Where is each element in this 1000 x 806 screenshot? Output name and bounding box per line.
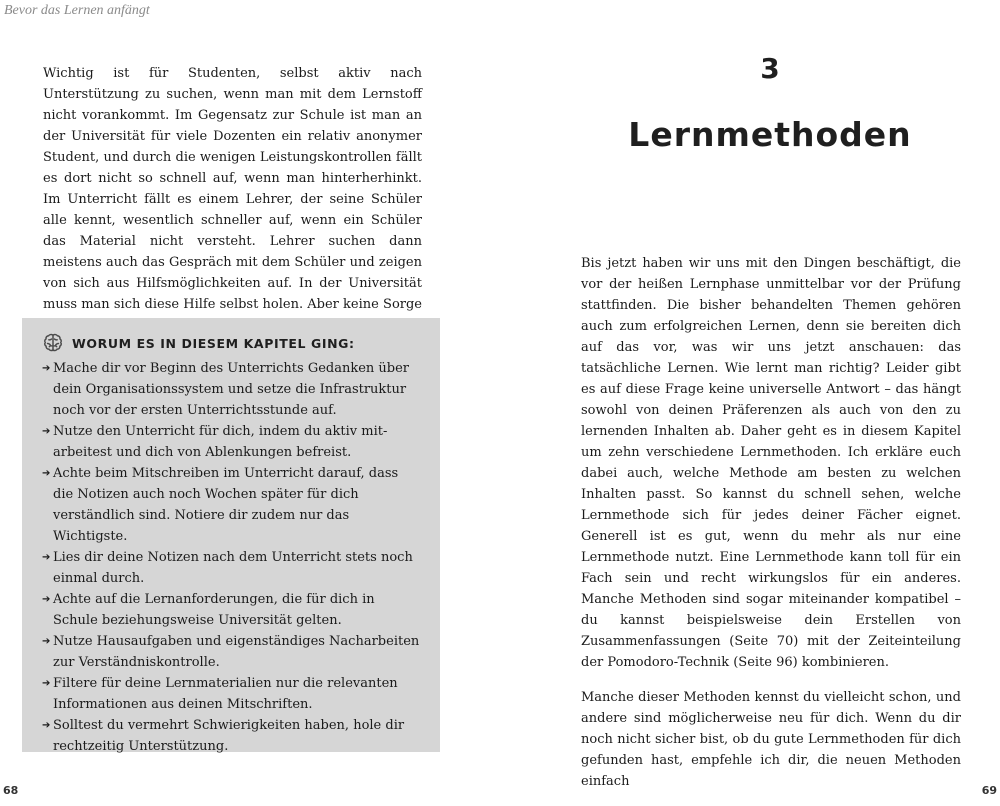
summary-item: ➔ Achte beim Mitschreiben im Unterricht darauf, dass die Notizen auch noch Wochen später für dich verständlich sind. Notiere dir zudem nur das Wichtigste.	[42, 463, 422, 547]
arrow-icon: ➔	[42, 594, 51, 605]
summary-item: ➔ Achte auf die Lernanforderungen, die für dich in Schule beziehungsweise Universität gelten.	[42, 589, 422, 631]
summary-item: ➔ Nutze Hausaufgaben und eigenständiges Nacharbeiten zur Verständniskontrolle.	[42, 631, 422, 673]
body-paragraph: Bis jetzt haben wir uns mit den Dingen beschäftigt, die vor der heißen Lernphase unmittelbar vor der Prüfung stattfinden. Die bisher behandelten Themen gehören auch zum erfolgreichen Lernen, denn sie bereiten dich auf das vor, was wir uns jetzt anschauen: das tatsächliche Lernen. Wie lernt man richtig? Leider gibt es auf diese Frage keine universelle Antwort – das hängt sowohl von deinen Präferenzen als auch von den zu lernenden Inhalten ab. Daher geht es in diesem Kapitel um zehn verschiedene Lernmethoden. Ich erkläre euch dabei auch, welche Methode am besten zu welchen Inhalten passt. So kannst du schnell sehen, welche Lernmethode sich für jedes deiner Fächer eignet. Generell ist es gut, wenn du mehr als nur eine Lernmethode nutzt. Eine Lernmethode kann toll für ein Fach sein und recht wirkungslos für ein anderes. Manche Methoden sind sogar miteinander kompatibel – du kannst beispielsweise dein Erstellen von Zusammenfassungen (Seite 70) mit der Zeiteinteilung der Pomodoro-Technik (Seite 96) kombinieren.	[581, 256, 961, 670]
arrow-icon: ➔	[42, 636, 51, 647]
summary-item: ➔ Mache dir vor Beginn des Unterrichts Gedanken über dein Organisationssystem und setze die Infrastruktur noch vor der ersten Unterrichtsstunde auf.	[42, 358, 422, 421]
right-body	[581, 253, 961, 806]
body-paragraph: Manche dieser Methoden kennst du vielleicht schon, und andere sind möglicherweise neu für dich. Wenn du dir noch nicht sicher bist, ob du gute Lernmethoden für dich gefunden hast, empfehle ich dir, die neuen Methoden einfach	[581, 690, 961, 789]
summary-item: ➔ Nutze den Unterricht für dich, indem du aktiv mitarbeitest und dich von Ablenkungen befreist.	[42, 421, 422, 463]
arrow-icon: ➔	[42, 720, 51, 731]
page-number-right: 69	[981, 784, 997, 797]
chapter-title: Lernmethoden	[628, 115, 912, 154]
arrow-icon: ➔	[42, 363, 51, 374]
arrow-icon: ➔	[42, 678, 51, 689]
brain-icon	[42, 332, 64, 354]
arrow-icon: ➔	[42, 552, 51, 563]
left-body-paragraph: Wichtig ist für Studenten, selbst aktiv nach Unterstützung zu suchen, wenn man mit dem Lernstoff nicht vorankommt. Im Gegensatz zur Schule ist man an der Universität für viele Dozenten ein relativ anonymer Student, und durch die wenigen Leistungskontrollen fällt es dort nicht so schnell auf, wenn man hinterherhinkt. Im Unterricht fällt es einem Lehrer, der seine Schüler alle kennt, wesentlich schneller auf, wenn ein Schüler das Material nicht versteht. Lehrer suchen dann meistens auch das Gespräch mit dem Schüler und zeigen von sich aus Hilfsmöglichkeiten auf. In der Universität muss man sich diese Hilfe selbst holen. Aber keine Sorge	[43, 66, 422, 312]
chapter-number: 3	[760, 52, 780, 85]
summary-item: ➔ Solltest du vermehrt Schwierigkeiten haben, hole dir rechtzeitig Unterstützung.	[42, 715, 422, 757]
summary-item: ➔ Filtere für deine Lernmaterialien nur die relevanten Informationen aus deinen Mitschriften.	[42, 673, 422, 715]
summary-heading-text: WORUM ES IN DIESEM KAPITEL GING:	[72, 335, 355, 351]
summary-list	[42, 358, 422, 757]
summary-heading	[42, 332, 355, 354]
page-number-left: 68	[3, 784, 19, 797]
summary-item: ➔ Lies dir deine Notizen nach dem Unterricht stets noch einmal durch.	[42, 547, 422, 589]
arrow-icon: ➔	[42, 468, 51, 479]
chapter-summary-box	[22, 318, 440, 752]
running-head: Bevor das Lernen anfängt	[4, 3, 150, 18]
arrow-icon: ➔	[42, 426, 51, 437]
